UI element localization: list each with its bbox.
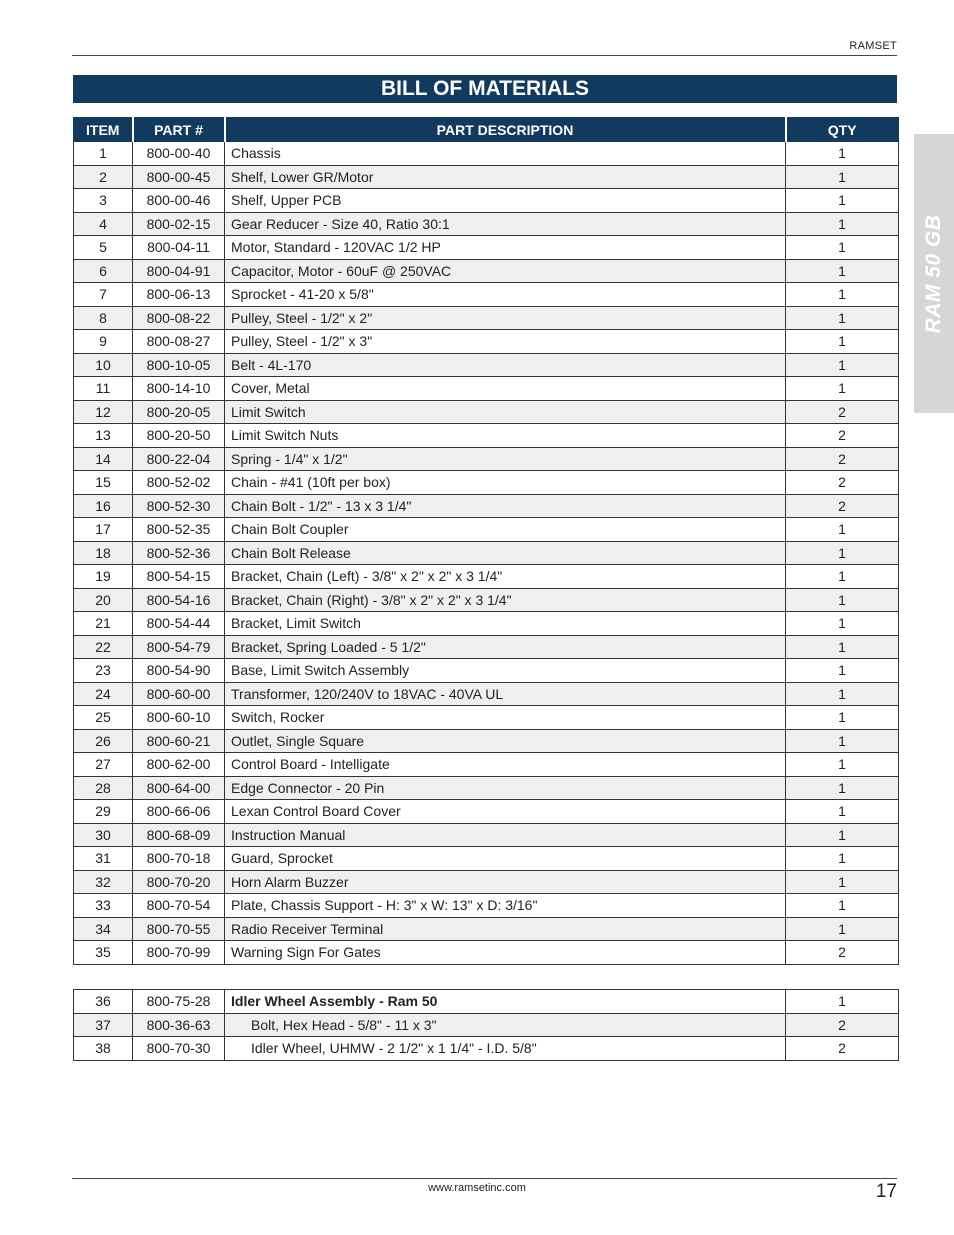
cell-part-number: 800-54-79	[133, 635, 225, 659]
cell-part-number: 800-66-06	[133, 800, 225, 824]
cell-description: Pulley, Steel - 1/2" x 2"	[225, 306, 786, 330]
table-row	[74, 353, 899, 377]
cell-qty: 1	[786, 682, 899, 706]
cell-item: 36	[74, 990, 133, 1014]
cell-item: 11	[74, 377, 133, 401]
table-row	[74, 259, 899, 283]
cell-item: 1	[74, 142, 133, 166]
cell-description: Capacitor, Motor - 60uF @ 250VAC	[225, 259, 786, 283]
table-row	[74, 823, 899, 847]
table-row	[74, 494, 899, 518]
cell-item: 37	[74, 1013, 133, 1037]
cell-item: 27	[74, 753, 133, 777]
cell-part-number: 800-70-55	[133, 917, 225, 941]
cell-item: 30	[74, 823, 133, 847]
table-row	[74, 588, 899, 612]
table-row	[74, 283, 899, 307]
cell-item: 21	[74, 612, 133, 636]
cell-part-number: 800-00-40	[133, 142, 225, 166]
cell-qty: 1	[786, 870, 899, 894]
table-row	[74, 189, 899, 213]
cell-qty: 1	[786, 236, 899, 260]
table-row	[74, 1037, 899, 1061]
cell-part-number: 800-64-00	[133, 776, 225, 800]
idler-assembly-table	[73, 989, 899, 1061]
cell-part-number: 800-62-00	[133, 753, 225, 777]
footer-url: www.ramsetinc.com	[428, 1182, 526, 1194]
cell-description: Plate, Chassis Support - H: 3" x W: 13" x D: 3/16"	[225, 894, 786, 918]
cell-description: Idler Wheel, UHMW - 2 1/2" x 1 1/4" - I.D. 5/8"	[225, 1037, 786, 1061]
cell-qty: 1	[786, 659, 899, 683]
table-row	[74, 776, 899, 800]
cell-item: 34	[74, 917, 133, 941]
cell-description: Warning Sign For Gates	[225, 941, 786, 965]
cell-part-number: 800-52-35	[133, 518, 225, 542]
cell-item: 17	[74, 518, 133, 542]
cell-item: 10	[74, 353, 133, 377]
table-row	[74, 659, 899, 683]
cell-part-number: 800-54-90	[133, 659, 225, 683]
cell-description: Chain - #41 (10ft per box)	[225, 471, 786, 495]
cell-part-number: 800-70-54	[133, 894, 225, 918]
cell-qty: 1	[786, 189, 899, 213]
cell-part-number: 800-54-15	[133, 565, 225, 589]
cell-part-number: 800-06-13	[133, 283, 225, 307]
cell-qty: 1	[786, 729, 899, 753]
cell-qty: 1	[786, 706, 899, 730]
table-row	[74, 447, 899, 471]
cell-item: 16	[74, 494, 133, 518]
table-row	[74, 565, 899, 589]
cell-part-number: 800-52-36	[133, 541, 225, 565]
table-row	[74, 1013, 899, 1037]
cell-item: 26	[74, 729, 133, 753]
cell-description: Sprocket - 41-20 x 5/8"	[225, 283, 786, 307]
cell-part-number: 800-08-22	[133, 306, 225, 330]
cell-part-number: 800-68-09	[133, 823, 225, 847]
cell-qty: 1	[786, 776, 899, 800]
cell-part-number: 800-02-15	[133, 212, 225, 236]
cell-item: 13	[74, 424, 133, 448]
cell-part-number: 800-54-44	[133, 612, 225, 636]
header-part-description: PART DESCRIPTION	[225, 118, 786, 142]
cell-item: 6	[74, 259, 133, 283]
header-part-number: PART #	[133, 118, 225, 142]
table-row	[74, 306, 899, 330]
side-tab	[914, 134, 954, 413]
cell-part-number: 800-52-30	[133, 494, 225, 518]
cell-qty: 2	[786, 400, 899, 424]
cell-qty: 1	[786, 823, 899, 847]
cell-description: Chain Bolt Release	[225, 541, 786, 565]
cell-description: Chassis	[225, 142, 786, 166]
cell-qty: 1	[786, 306, 899, 330]
cell-item: 22	[74, 635, 133, 659]
cell-qty: 1	[786, 518, 899, 542]
cell-part-number: 800-54-16	[133, 588, 225, 612]
cell-part-number: 800-52-02	[133, 471, 225, 495]
cell-item: 19	[74, 565, 133, 589]
cell-qty: 1	[786, 612, 899, 636]
cell-part-number: 800-70-18	[133, 847, 225, 871]
table-row	[74, 635, 899, 659]
page-title: BILL OF MATERIALS	[73, 75, 897, 103]
table-row	[74, 990, 899, 1014]
cell-item: 2	[74, 165, 133, 189]
cell-part-number: 800-60-10	[133, 706, 225, 730]
table-row	[74, 800, 899, 824]
cell-qty: 1	[786, 847, 899, 871]
cell-description: Spring - 1/4" x 1/2"	[225, 447, 786, 471]
cell-qty: 2	[786, 1013, 899, 1037]
cell-description: Guard, Sprocket	[225, 847, 786, 871]
cell-description: Lexan Control Board Cover	[225, 800, 786, 824]
cell-item: 25	[74, 706, 133, 730]
cell-qty: 1	[786, 990, 899, 1014]
table-row	[74, 682, 899, 706]
cell-qty: 2	[786, 1037, 899, 1061]
cell-item: 29	[74, 800, 133, 824]
cell-description: Limit Switch Nuts	[225, 424, 786, 448]
cell-part-number: 800-08-27	[133, 330, 225, 354]
cell-part-number: 800-14-10	[133, 377, 225, 401]
cell-description: Bracket, Spring Loaded - 5 1/2"	[225, 635, 786, 659]
cell-part-number: 800-22-04	[133, 447, 225, 471]
cell-item: 14	[74, 447, 133, 471]
cell-description: Pulley, Steel - 1/2" x 3"	[225, 330, 786, 354]
cell-part-number: 800-20-05	[133, 400, 225, 424]
table-row	[74, 212, 899, 236]
cell-description: Bracket, Limit Switch	[225, 612, 786, 636]
cell-description: Switch, Rocker	[225, 706, 786, 730]
table-header-row	[74, 118, 899, 142]
cell-item: 32	[74, 870, 133, 894]
cell-qty: 1	[786, 894, 899, 918]
table-row	[74, 541, 899, 565]
cell-description: Edge Connector - 20 Pin	[225, 776, 786, 800]
cell-description: Shelf, Upper PCB	[225, 189, 786, 213]
cell-qty: 1	[786, 377, 899, 401]
cell-item: 23	[74, 659, 133, 683]
cell-description: Limit Switch	[225, 400, 786, 424]
cell-item: 20	[74, 588, 133, 612]
table-row	[74, 471, 899, 495]
cell-item: 9	[74, 330, 133, 354]
cell-qty: 1	[786, 541, 899, 565]
cell-item: 31	[74, 847, 133, 871]
cell-part-number: 800-70-20	[133, 870, 225, 894]
table-row	[74, 400, 899, 424]
cell-qty: 1	[786, 330, 899, 354]
bottom-divider	[72, 1178, 897, 1179]
top-divider	[72, 55, 897, 56]
table-row	[74, 706, 899, 730]
cell-item: 5	[74, 236, 133, 260]
cell-description: Belt - 4L-170	[225, 353, 786, 377]
cell-description: Radio Receiver Terminal	[225, 917, 786, 941]
cell-qty: 2	[786, 424, 899, 448]
cell-part-number: 800-75-28	[133, 990, 225, 1014]
cell-description: Gear Reducer - Size 40, Ratio 30:1	[225, 212, 786, 236]
cell-part-number: 800-10-05	[133, 353, 225, 377]
cell-part-number: 800-20-50	[133, 424, 225, 448]
cell-qty: 2	[786, 941, 899, 965]
cell-item: 24	[74, 682, 133, 706]
cell-description: Base, Limit Switch Assembly	[225, 659, 786, 683]
table-row	[74, 165, 899, 189]
cell-qty: 2	[786, 447, 899, 471]
table-row	[74, 941, 899, 965]
table-row	[74, 518, 899, 542]
cell-description: Chain Bolt Coupler	[225, 518, 786, 542]
table-row	[74, 753, 899, 777]
cell-qty: 1	[786, 212, 899, 236]
cell-description: Idler Wheel Assembly - Ram 50	[225, 990, 786, 1014]
cell-description: Motor, Standard - 120VAC 1/2 HP	[225, 236, 786, 260]
cell-item: 8	[74, 306, 133, 330]
cell-part-number: 800-04-11	[133, 236, 225, 260]
cell-description: Horn Alarm Buzzer	[225, 870, 786, 894]
table-row	[74, 870, 899, 894]
cell-qty: 1	[786, 165, 899, 189]
cell-part-number: 800-00-46	[133, 189, 225, 213]
cell-part-number: 800-04-91	[133, 259, 225, 283]
cell-qty: 1	[786, 588, 899, 612]
cell-part-number: 800-70-30	[133, 1037, 225, 1061]
brand-header: RAMSET	[849, 40, 897, 52]
table-row	[74, 236, 899, 260]
cell-item: 35	[74, 941, 133, 965]
cell-qty: 1	[786, 800, 899, 824]
cell-description: Shelf, Lower GR/Motor	[225, 165, 786, 189]
cell-description: Control Board - Intelligate	[225, 753, 786, 777]
table-row	[74, 612, 899, 636]
cell-description: Chain Bolt - 1/2" - 13 x 3 1/4"	[225, 494, 786, 518]
cell-item: 38	[74, 1037, 133, 1061]
cell-item: 3	[74, 189, 133, 213]
cell-item: 33	[74, 894, 133, 918]
table-row	[74, 424, 899, 448]
table-row	[74, 894, 899, 918]
cell-description: Bracket, Chain (Left) - 3/8" x 2" x 2" x 3 1/4"	[225, 565, 786, 589]
cell-qty: 1	[786, 753, 899, 777]
cell-qty: 2	[786, 494, 899, 518]
cell-qty: 1	[786, 259, 899, 283]
table-row	[74, 847, 899, 871]
header-item: ITEM	[74, 118, 133, 142]
cell-description: Bracket, Chain (Right) - 3/8" x 2" x 2" x 3 1/4"	[225, 588, 786, 612]
cell-description: Bolt, Hex Head - 5/8" - 11 x 3"	[225, 1013, 786, 1037]
cell-part-number: 800-00-45	[133, 165, 225, 189]
cell-item: 12	[74, 400, 133, 424]
table-row	[74, 917, 899, 941]
cell-description: Outlet, Single Square	[225, 729, 786, 753]
cell-item: 28	[74, 776, 133, 800]
table-row	[74, 377, 899, 401]
page-number: 17	[875, 1181, 897, 1202]
cell-item: 7	[74, 283, 133, 307]
cell-item: 18	[74, 541, 133, 565]
table-row	[74, 142, 899, 166]
table-row	[74, 729, 899, 753]
cell-part-number: 800-60-00	[133, 682, 225, 706]
cell-description: Instruction Manual	[225, 823, 786, 847]
cell-qty: 1	[786, 917, 899, 941]
cell-qty: 1	[786, 353, 899, 377]
cell-qty: 1	[786, 142, 899, 166]
cell-qty: 1	[786, 565, 899, 589]
cell-item: 4	[74, 212, 133, 236]
cell-part-number: 800-70-99	[133, 941, 225, 965]
bill-of-materials-table	[73, 117, 899, 965]
cell-part-number: 800-60-21	[133, 729, 225, 753]
table-row	[74, 330, 899, 354]
header-qty: QTY	[786, 118, 899, 142]
side-tab-label: RAM 50 GB	[922, 214, 945, 333]
cell-qty: 1	[786, 635, 899, 659]
cell-qty: 2	[786, 471, 899, 495]
cell-qty: 1	[786, 283, 899, 307]
cell-description: Transformer, 120/240V to 18VAC - 40VA UL	[225, 682, 786, 706]
cell-item: 15	[74, 471, 133, 495]
cell-part-number: 800-36-63	[133, 1013, 225, 1037]
cell-description: Cover, Metal	[225, 377, 786, 401]
